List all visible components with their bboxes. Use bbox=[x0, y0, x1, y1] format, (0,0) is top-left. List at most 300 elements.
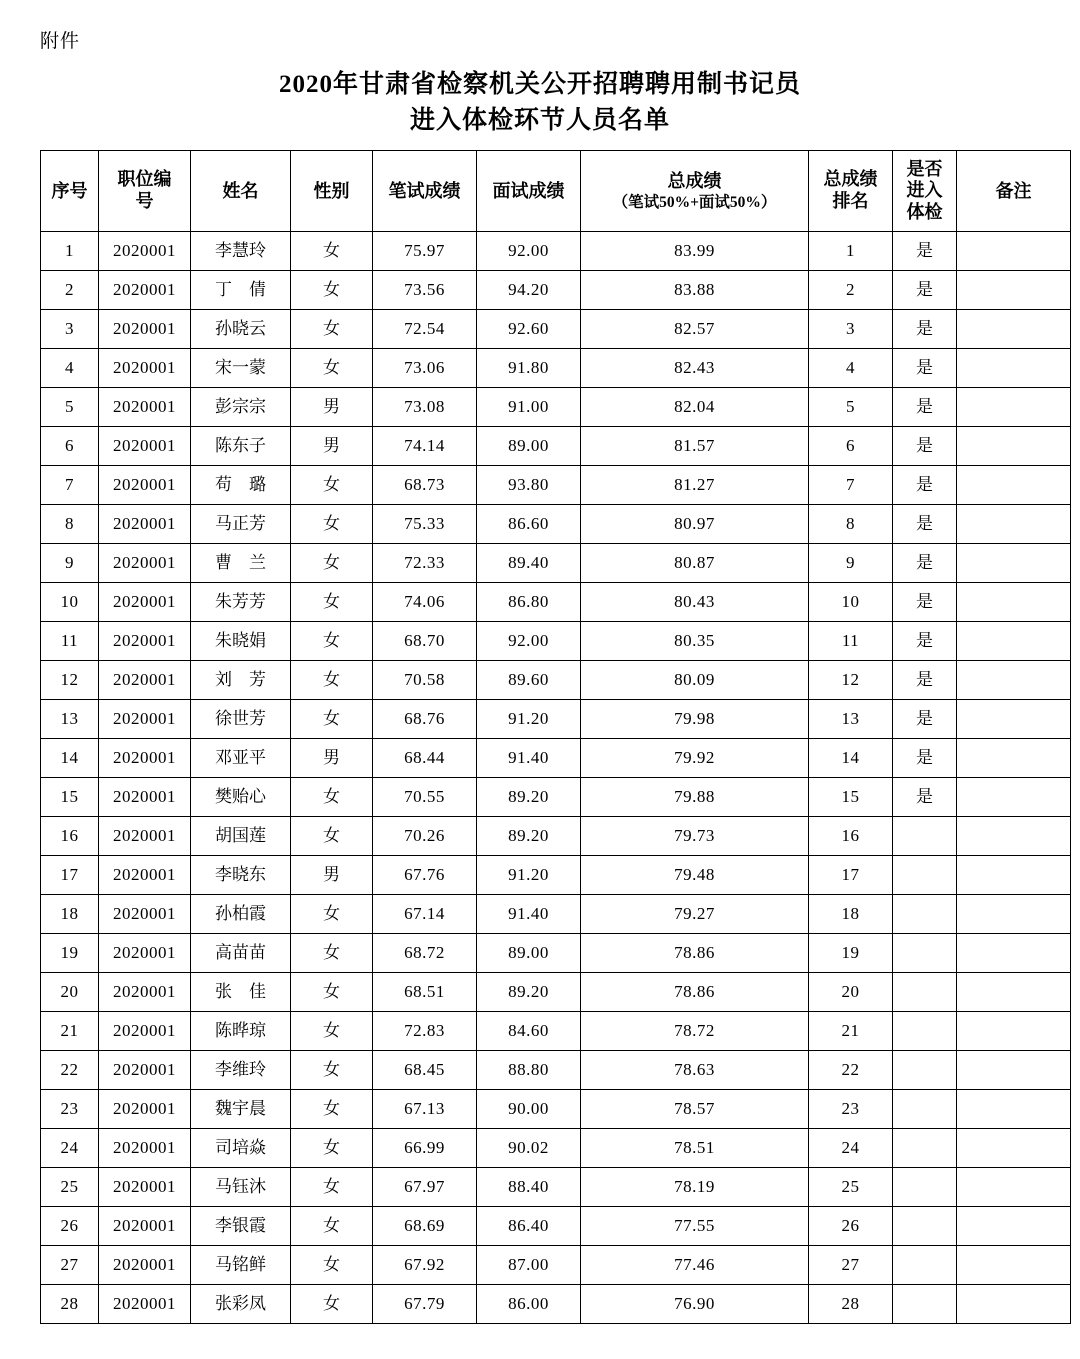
cell-interview-score: 89.00 bbox=[477, 427, 581, 466]
table-row bbox=[41, 427, 1071, 466]
cell-post-no: 2020001 bbox=[99, 1285, 191, 1324]
cell-gender: 女 bbox=[291, 817, 373, 856]
cell-remark bbox=[957, 544, 1071, 583]
cell-post-no: 2020001 bbox=[99, 934, 191, 973]
table-row bbox=[41, 1168, 1071, 1207]
column-header-remark: 备注 bbox=[957, 151, 1071, 232]
cell-remark bbox=[957, 856, 1071, 895]
cell-name: 邓亚平 bbox=[191, 739, 291, 778]
cell-gender: 女 bbox=[291, 1285, 373, 1324]
cell-post-no: 2020001 bbox=[99, 1168, 191, 1207]
cell-index: 24 bbox=[41, 1129, 99, 1168]
table-row bbox=[41, 271, 1071, 310]
cell-interview-score: 89.40 bbox=[477, 544, 581, 583]
table-row bbox=[41, 583, 1071, 622]
cell-remark bbox=[957, 1012, 1071, 1051]
cell-index: 26 bbox=[41, 1207, 99, 1246]
cell-post-no: 2020001 bbox=[99, 310, 191, 349]
cell-interview-score: 90.02 bbox=[477, 1129, 581, 1168]
cell-written-score: 67.92 bbox=[373, 1246, 477, 1285]
cell-written-score: 72.83 bbox=[373, 1012, 477, 1051]
cell-post-no: 2020001 bbox=[99, 778, 191, 817]
cell-post-no: 2020001 bbox=[99, 544, 191, 583]
cell-interview-score: 91.40 bbox=[477, 895, 581, 934]
cell-written-score: 68.44 bbox=[373, 739, 477, 778]
cell-index: 3 bbox=[41, 310, 99, 349]
cell-index: 13 bbox=[41, 700, 99, 739]
cell-remark bbox=[957, 1168, 1071, 1207]
cell-written-score: 68.76 bbox=[373, 700, 477, 739]
cell-enter-medical bbox=[893, 1129, 957, 1168]
column-header-total-score bbox=[581, 151, 809, 232]
table-row bbox=[41, 973, 1071, 1012]
cell-index: 18 bbox=[41, 895, 99, 934]
cell-index: 19 bbox=[41, 934, 99, 973]
cell-interview-score: 88.40 bbox=[477, 1168, 581, 1207]
cell-name: 苟 璐 bbox=[191, 466, 291, 505]
table-row bbox=[41, 661, 1071, 700]
cell-total-score: 79.88 bbox=[581, 778, 809, 817]
cell-name: 宋一蒙 bbox=[191, 349, 291, 388]
cell-total-rank: 16 bbox=[809, 817, 893, 856]
cell-post-no: 2020001 bbox=[99, 1051, 191, 1090]
table-row bbox=[41, 622, 1071, 661]
cell-name: 孙晓云 bbox=[191, 310, 291, 349]
column-header-enter-medical-line-1: 是否 bbox=[906, 158, 943, 179]
cell-post-no: 2020001 bbox=[99, 817, 191, 856]
cell-total-score: 82.57 bbox=[581, 310, 809, 349]
cell-remark bbox=[957, 583, 1071, 622]
cell-interview-score: 92.00 bbox=[477, 622, 581, 661]
cell-written-score: 75.33 bbox=[373, 505, 477, 544]
cell-post-no: 2020001 bbox=[99, 895, 191, 934]
cell-interview-score: 94.20 bbox=[477, 271, 581, 310]
cell-remark bbox=[957, 739, 1071, 778]
cell-index: 1 bbox=[41, 232, 99, 271]
cell-enter-medical bbox=[893, 856, 957, 895]
cell-total-score: 77.55 bbox=[581, 1207, 809, 1246]
cell-index: 4 bbox=[41, 349, 99, 388]
column-header-total-rank-line-2: 排名 bbox=[832, 191, 869, 211]
column-header-post-no-line-1: 职位编 bbox=[117, 169, 172, 190]
cell-name: 李慧玲 bbox=[191, 232, 291, 271]
cell-index: 15 bbox=[41, 778, 99, 817]
cell-gender: 女 bbox=[291, 973, 373, 1012]
candidates-table bbox=[40, 150, 1071, 1324]
cell-name: 朱芳芳 bbox=[191, 583, 291, 622]
cell-post-no: 2020001 bbox=[99, 1012, 191, 1051]
cell-enter-medical bbox=[893, 895, 957, 934]
cell-written-score: 67.13 bbox=[373, 1090, 477, 1129]
cell-post-no: 2020001 bbox=[99, 739, 191, 778]
cell-total-rank: 22 bbox=[809, 1051, 893, 1090]
cell-interview-score: 88.80 bbox=[477, 1051, 581, 1090]
cell-name: 樊贻心 bbox=[191, 778, 291, 817]
cell-written-score: 68.70 bbox=[373, 622, 477, 661]
cell-remark bbox=[957, 1129, 1071, 1168]
cell-gender: 女 bbox=[291, 349, 373, 388]
column-header-index: 序号 bbox=[41, 151, 99, 232]
column-header-name: 姓名 bbox=[191, 151, 291, 232]
cell-total-score: 79.92 bbox=[581, 739, 809, 778]
cell-enter-medical bbox=[893, 1168, 957, 1207]
cell-remark bbox=[957, 661, 1071, 700]
cell-enter-medical: 是 bbox=[893, 388, 957, 427]
cell-gender: 女 bbox=[291, 505, 373, 544]
column-header-enter-medical bbox=[893, 151, 957, 232]
cell-enter-medical bbox=[893, 1285, 957, 1324]
cell-written-score: 72.54 bbox=[373, 310, 477, 349]
cell-written-score: 70.58 bbox=[373, 661, 477, 700]
table-row bbox=[41, 700, 1071, 739]
cell-interview-score: 89.60 bbox=[477, 661, 581, 700]
cell-total-score: 78.86 bbox=[581, 973, 809, 1012]
table-row bbox=[41, 232, 1071, 271]
cell-enter-medical: 是 bbox=[893, 349, 957, 388]
cell-gender: 女 bbox=[291, 1246, 373, 1285]
table-row bbox=[41, 1129, 1071, 1168]
cell-gender: 女 bbox=[291, 1129, 373, 1168]
table-row bbox=[41, 310, 1071, 349]
cell-remark bbox=[957, 466, 1071, 505]
cell-name: 彭宗宗 bbox=[191, 388, 291, 427]
column-header-total-score-main: 总成绩 bbox=[667, 170, 722, 191]
cell-total-rank: 28 bbox=[809, 1285, 893, 1324]
table-row bbox=[41, 1012, 1071, 1051]
cell-remark bbox=[957, 232, 1071, 271]
cell-name: 高苗苗 bbox=[191, 934, 291, 973]
cell-written-score: 68.69 bbox=[373, 1207, 477, 1246]
cell-remark bbox=[957, 973, 1071, 1012]
cell-written-score: 70.26 bbox=[373, 817, 477, 856]
cell-total-rank: 2 bbox=[809, 271, 893, 310]
cell-post-no: 2020001 bbox=[99, 1090, 191, 1129]
cell-interview-score: 89.00 bbox=[477, 934, 581, 973]
column-header-interview-score: 面试成绩 bbox=[477, 151, 581, 232]
cell-written-score: 68.72 bbox=[373, 934, 477, 973]
table-body bbox=[41, 232, 1071, 1324]
cell-name: 张 佳 bbox=[191, 973, 291, 1012]
cell-index: 9 bbox=[41, 544, 99, 583]
table-row bbox=[41, 1207, 1071, 1246]
table-header-row bbox=[41, 151, 1071, 232]
cell-remark bbox=[957, 1285, 1071, 1324]
cell-name: 马正芳 bbox=[191, 505, 291, 544]
cell-gender: 女 bbox=[291, 1051, 373, 1090]
cell-post-no: 2020001 bbox=[99, 1207, 191, 1246]
cell-total-score: 78.51 bbox=[581, 1129, 809, 1168]
table-row bbox=[41, 934, 1071, 973]
cell-name: 陈东子 bbox=[191, 427, 291, 466]
cell-enter-medical: 是 bbox=[893, 466, 957, 505]
cell-remark bbox=[957, 1090, 1071, 1129]
cell-index: 12 bbox=[41, 661, 99, 700]
attachment-label: 附件 bbox=[40, 31, 81, 52]
cell-remark bbox=[957, 817, 1071, 856]
table-row bbox=[41, 1246, 1071, 1285]
cell-written-score: 72.33 bbox=[373, 544, 477, 583]
cell-enter-medical: 是 bbox=[893, 583, 957, 622]
cell-total-score: 79.27 bbox=[581, 895, 809, 934]
cell-remark bbox=[957, 427, 1071, 466]
cell-enter-medical bbox=[893, 1012, 957, 1051]
cell-total-rank: 17 bbox=[809, 856, 893, 895]
cell-post-no: 2020001 bbox=[99, 1246, 191, 1285]
cell-total-rank: 10 bbox=[809, 583, 893, 622]
cell-total-score: 78.72 bbox=[581, 1012, 809, 1051]
cell-total-rank: 5 bbox=[809, 388, 893, 427]
cell-gender: 女 bbox=[291, 661, 373, 700]
cell-remark bbox=[957, 1051, 1071, 1090]
cell-remark bbox=[957, 349, 1071, 388]
cell-enter-medical: 是 bbox=[893, 661, 957, 700]
cell-enter-medical: 是 bbox=[893, 700, 957, 739]
cell-written-score: 68.45 bbox=[373, 1051, 477, 1090]
cell-interview-score: 91.40 bbox=[477, 739, 581, 778]
cell-total-rank: 21 bbox=[809, 1012, 893, 1051]
cell-gender: 女 bbox=[291, 1207, 373, 1246]
cell-written-score: 74.14 bbox=[373, 427, 477, 466]
cell-interview-score: 91.20 bbox=[477, 700, 581, 739]
cell-gender: 女 bbox=[291, 895, 373, 934]
cell-total-score: 83.88 bbox=[581, 271, 809, 310]
cell-total-rank: 20 bbox=[809, 973, 893, 1012]
cell-interview-score: 86.80 bbox=[477, 583, 581, 622]
cell-enter-medical bbox=[893, 973, 957, 1012]
cell-enter-medical: 是 bbox=[893, 739, 957, 778]
cell-index: 6 bbox=[41, 427, 99, 466]
cell-index: 27 bbox=[41, 1246, 99, 1285]
cell-name: 李维玲 bbox=[191, 1051, 291, 1090]
cell-interview-score: 91.80 bbox=[477, 349, 581, 388]
cell-gender: 女 bbox=[291, 1012, 373, 1051]
table-row bbox=[41, 817, 1071, 856]
cell-remark bbox=[957, 895, 1071, 934]
page-title-line-1: 2020年甘肃省检察机关公开招聘聘用制书记员 bbox=[278, 71, 801, 98]
cell-enter-medical bbox=[893, 1246, 957, 1285]
cell-total-score: 83.99 bbox=[581, 232, 809, 271]
cell-interview-score: 89.20 bbox=[477, 973, 581, 1012]
page-title-line-2: 进入体检环节人员名单 bbox=[409, 106, 670, 134]
cell-written-score: 67.76 bbox=[373, 856, 477, 895]
cell-gender: 女 bbox=[291, 1090, 373, 1129]
cell-enter-medical: 是 bbox=[893, 232, 957, 271]
column-header-post-no bbox=[99, 151, 191, 232]
table-row bbox=[41, 544, 1071, 583]
cell-name: 魏宇晨 bbox=[191, 1090, 291, 1129]
cell-remark bbox=[957, 1207, 1071, 1246]
cell-interview-score: 84.60 bbox=[477, 1012, 581, 1051]
table-row bbox=[41, 466, 1071, 505]
cell-total-rank: 18 bbox=[809, 895, 893, 934]
table-row bbox=[41, 349, 1071, 388]
cell-total-score: 78.57 bbox=[581, 1090, 809, 1129]
cell-enter-medical: 是 bbox=[893, 544, 957, 583]
cell-index: 8 bbox=[41, 505, 99, 544]
cell-gender: 女 bbox=[291, 934, 373, 973]
cell-interview-score: 93.80 bbox=[477, 466, 581, 505]
cell-total-rank: 15 bbox=[809, 778, 893, 817]
cell-written-score: 75.97 bbox=[373, 232, 477, 271]
cell-written-score: 68.73 bbox=[373, 466, 477, 505]
cell-written-score: 66.99 bbox=[373, 1129, 477, 1168]
cell-post-no: 2020001 bbox=[99, 661, 191, 700]
cell-gender: 女 bbox=[291, 778, 373, 817]
cell-interview-score: 87.00 bbox=[477, 1246, 581, 1285]
column-header-total-score-formula: （笔试50%+面试50%） bbox=[612, 194, 777, 212]
cell-post-no: 2020001 bbox=[99, 1129, 191, 1168]
cell-name: 朱晓娟 bbox=[191, 622, 291, 661]
cell-gender: 男 bbox=[291, 388, 373, 427]
cell-total-score: 78.63 bbox=[581, 1051, 809, 1090]
cell-written-score: 74.06 bbox=[373, 583, 477, 622]
cell-index: 25 bbox=[41, 1168, 99, 1207]
cell-enter-medical bbox=[893, 934, 957, 973]
cell-total-rank: 11 bbox=[809, 622, 893, 661]
table-row bbox=[41, 778, 1071, 817]
column-header-post-no-line-2: 号 bbox=[135, 191, 154, 211]
cell-interview-score: 89.20 bbox=[477, 778, 581, 817]
cell-total-rank: 7 bbox=[809, 466, 893, 505]
cell-name: 马钰沐 bbox=[191, 1168, 291, 1207]
cell-index: 11 bbox=[41, 622, 99, 661]
column-header-gender: 性别 bbox=[291, 151, 373, 232]
cell-name: 胡国莲 bbox=[191, 817, 291, 856]
cell-total-rank: 13 bbox=[809, 700, 893, 739]
cell-enter-medical: 是 bbox=[893, 778, 957, 817]
cell-post-no: 2020001 bbox=[99, 505, 191, 544]
cell-index: 14 bbox=[41, 739, 99, 778]
table-header bbox=[41, 151, 1071, 232]
cell-enter-medical bbox=[893, 1090, 957, 1129]
cell-enter-medical: 是 bbox=[893, 310, 957, 349]
cell-enter-medical bbox=[893, 1207, 957, 1246]
column-header-total-rank-line-1: 总成绩 bbox=[823, 169, 878, 190]
cell-total-score: 76.90 bbox=[581, 1285, 809, 1324]
column-header-enter-medical-line-3: 体检 bbox=[906, 201, 943, 222]
cell-interview-score: 92.60 bbox=[477, 310, 581, 349]
cell-enter-medical: 是 bbox=[893, 622, 957, 661]
cell-total-score: 81.27 bbox=[581, 466, 809, 505]
column-header-written-score: 笔试成绩 bbox=[373, 151, 477, 232]
cell-written-score: 67.79 bbox=[373, 1285, 477, 1324]
cell-index: 2 bbox=[41, 271, 99, 310]
cell-post-no: 2020001 bbox=[99, 700, 191, 739]
cell-post-no: 2020001 bbox=[99, 973, 191, 1012]
column-header-enter-medical-line-2: 进入 bbox=[906, 180, 943, 201]
cell-total-rank: 23 bbox=[809, 1090, 893, 1129]
cell-interview-score: 86.00 bbox=[477, 1285, 581, 1324]
cell-post-no: 2020001 bbox=[99, 622, 191, 661]
cell-gender: 男 bbox=[291, 427, 373, 466]
cell-total-rank: 6 bbox=[809, 427, 893, 466]
cell-gender: 女 bbox=[291, 232, 373, 271]
cell-interview-score: 92.00 bbox=[477, 232, 581, 271]
cell-total-score: 80.97 bbox=[581, 505, 809, 544]
cell-index: 20 bbox=[41, 973, 99, 1012]
cell-total-rank: 27 bbox=[809, 1246, 893, 1285]
cell-remark bbox=[957, 271, 1071, 310]
cell-index: 10 bbox=[41, 583, 99, 622]
cell-gender: 女 bbox=[291, 544, 373, 583]
table-row bbox=[41, 1090, 1071, 1129]
cell-total-score: 82.43 bbox=[581, 349, 809, 388]
cell-remark bbox=[957, 1246, 1071, 1285]
cell-name: 丁 倩 bbox=[191, 271, 291, 310]
cell-gender: 男 bbox=[291, 739, 373, 778]
cell-enter-medical: 是 bbox=[893, 505, 957, 544]
cell-written-score: 67.97 bbox=[373, 1168, 477, 1207]
cell-total-score: 80.43 bbox=[581, 583, 809, 622]
cell-remark bbox=[957, 310, 1071, 349]
cell-post-no: 2020001 bbox=[99, 856, 191, 895]
cell-total-score: 80.35 bbox=[581, 622, 809, 661]
cell-post-no: 2020001 bbox=[99, 232, 191, 271]
cell-index: 17 bbox=[41, 856, 99, 895]
table-row bbox=[41, 1285, 1071, 1324]
cell-total-score: 78.19 bbox=[581, 1168, 809, 1207]
cell-gender: 女 bbox=[291, 271, 373, 310]
cell-index: 5 bbox=[41, 388, 99, 427]
cell-name: 徐世芳 bbox=[191, 700, 291, 739]
table-row bbox=[41, 895, 1071, 934]
cell-total-score: 77.46 bbox=[581, 1246, 809, 1285]
cell-total-score: 78.86 bbox=[581, 934, 809, 973]
cell-interview-score: 89.20 bbox=[477, 817, 581, 856]
cell-total-rank: 8 bbox=[809, 505, 893, 544]
cell-post-no: 2020001 bbox=[99, 466, 191, 505]
cell-total-score: 79.73 bbox=[581, 817, 809, 856]
cell-name: 刘 芳 bbox=[191, 661, 291, 700]
cell-total-rank: 14 bbox=[809, 739, 893, 778]
cell-remark bbox=[957, 622, 1071, 661]
cell-post-no: 2020001 bbox=[99, 427, 191, 466]
cell-written-score: 67.14 bbox=[373, 895, 477, 934]
cell-name: 司培焱 bbox=[191, 1129, 291, 1168]
cell-enter-medical: 是 bbox=[893, 271, 957, 310]
table-row bbox=[41, 505, 1071, 544]
cell-remark bbox=[957, 505, 1071, 544]
column-header-total-rank bbox=[809, 151, 893, 232]
cell-total-rank: 25 bbox=[809, 1168, 893, 1207]
cell-interview-score: 86.60 bbox=[477, 505, 581, 544]
cell-enter-medical bbox=[893, 1051, 957, 1090]
cell-name: 李晓东 bbox=[191, 856, 291, 895]
cell-post-no: 2020001 bbox=[99, 271, 191, 310]
cell-gender: 女 bbox=[291, 466, 373, 505]
cell-total-score: 80.09 bbox=[581, 661, 809, 700]
cell-total-score: 79.48 bbox=[581, 856, 809, 895]
cell-written-score: 73.08 bbox=[373, 388, 477, 427]
table-row bbox=[41, 388, 1071, 427]
cell-gender: 女 bbox=[291, 700, 373, 739]
cell-index: 28 bbox=[41, 1285, 99, 1324]
cell-total-rank: 26 bbox=[809, 1207, 893, 1246]
cell-written-score: 68.51 bbox=[373, 973, 477, 1012]
cell-remark bbox=[957, 778, 1071, 817]
cell-total-rank: 24 bbox=[809, 1129, 893, 1168]
cell-index: 7 bbox=[41, 466, 99, 505]
cell-total-rank: 3 bbox=[809, 310, 893, 349]
cell-written-score: 70.55 bbox=[373, 778, 477, 817]
cell-total-score: 79.98 bbox=[581, 700, 809, 739]
cell-interview-score: 91.00 bbox=[477, 388, 581, 427]
cell-index: 22 bbox=[41, 1051, 99, 1090]
table-row bbox=[41, 856, 1071, 895]
cell-post-no: 2020001 bbox=[99, 388, 191, 427]
cell-interview-score: 90.00 bbox=[477, 1090, 581, 1129]
cell-name: 马铭鲜 bbox=[191, 1246, 291, 1285]
